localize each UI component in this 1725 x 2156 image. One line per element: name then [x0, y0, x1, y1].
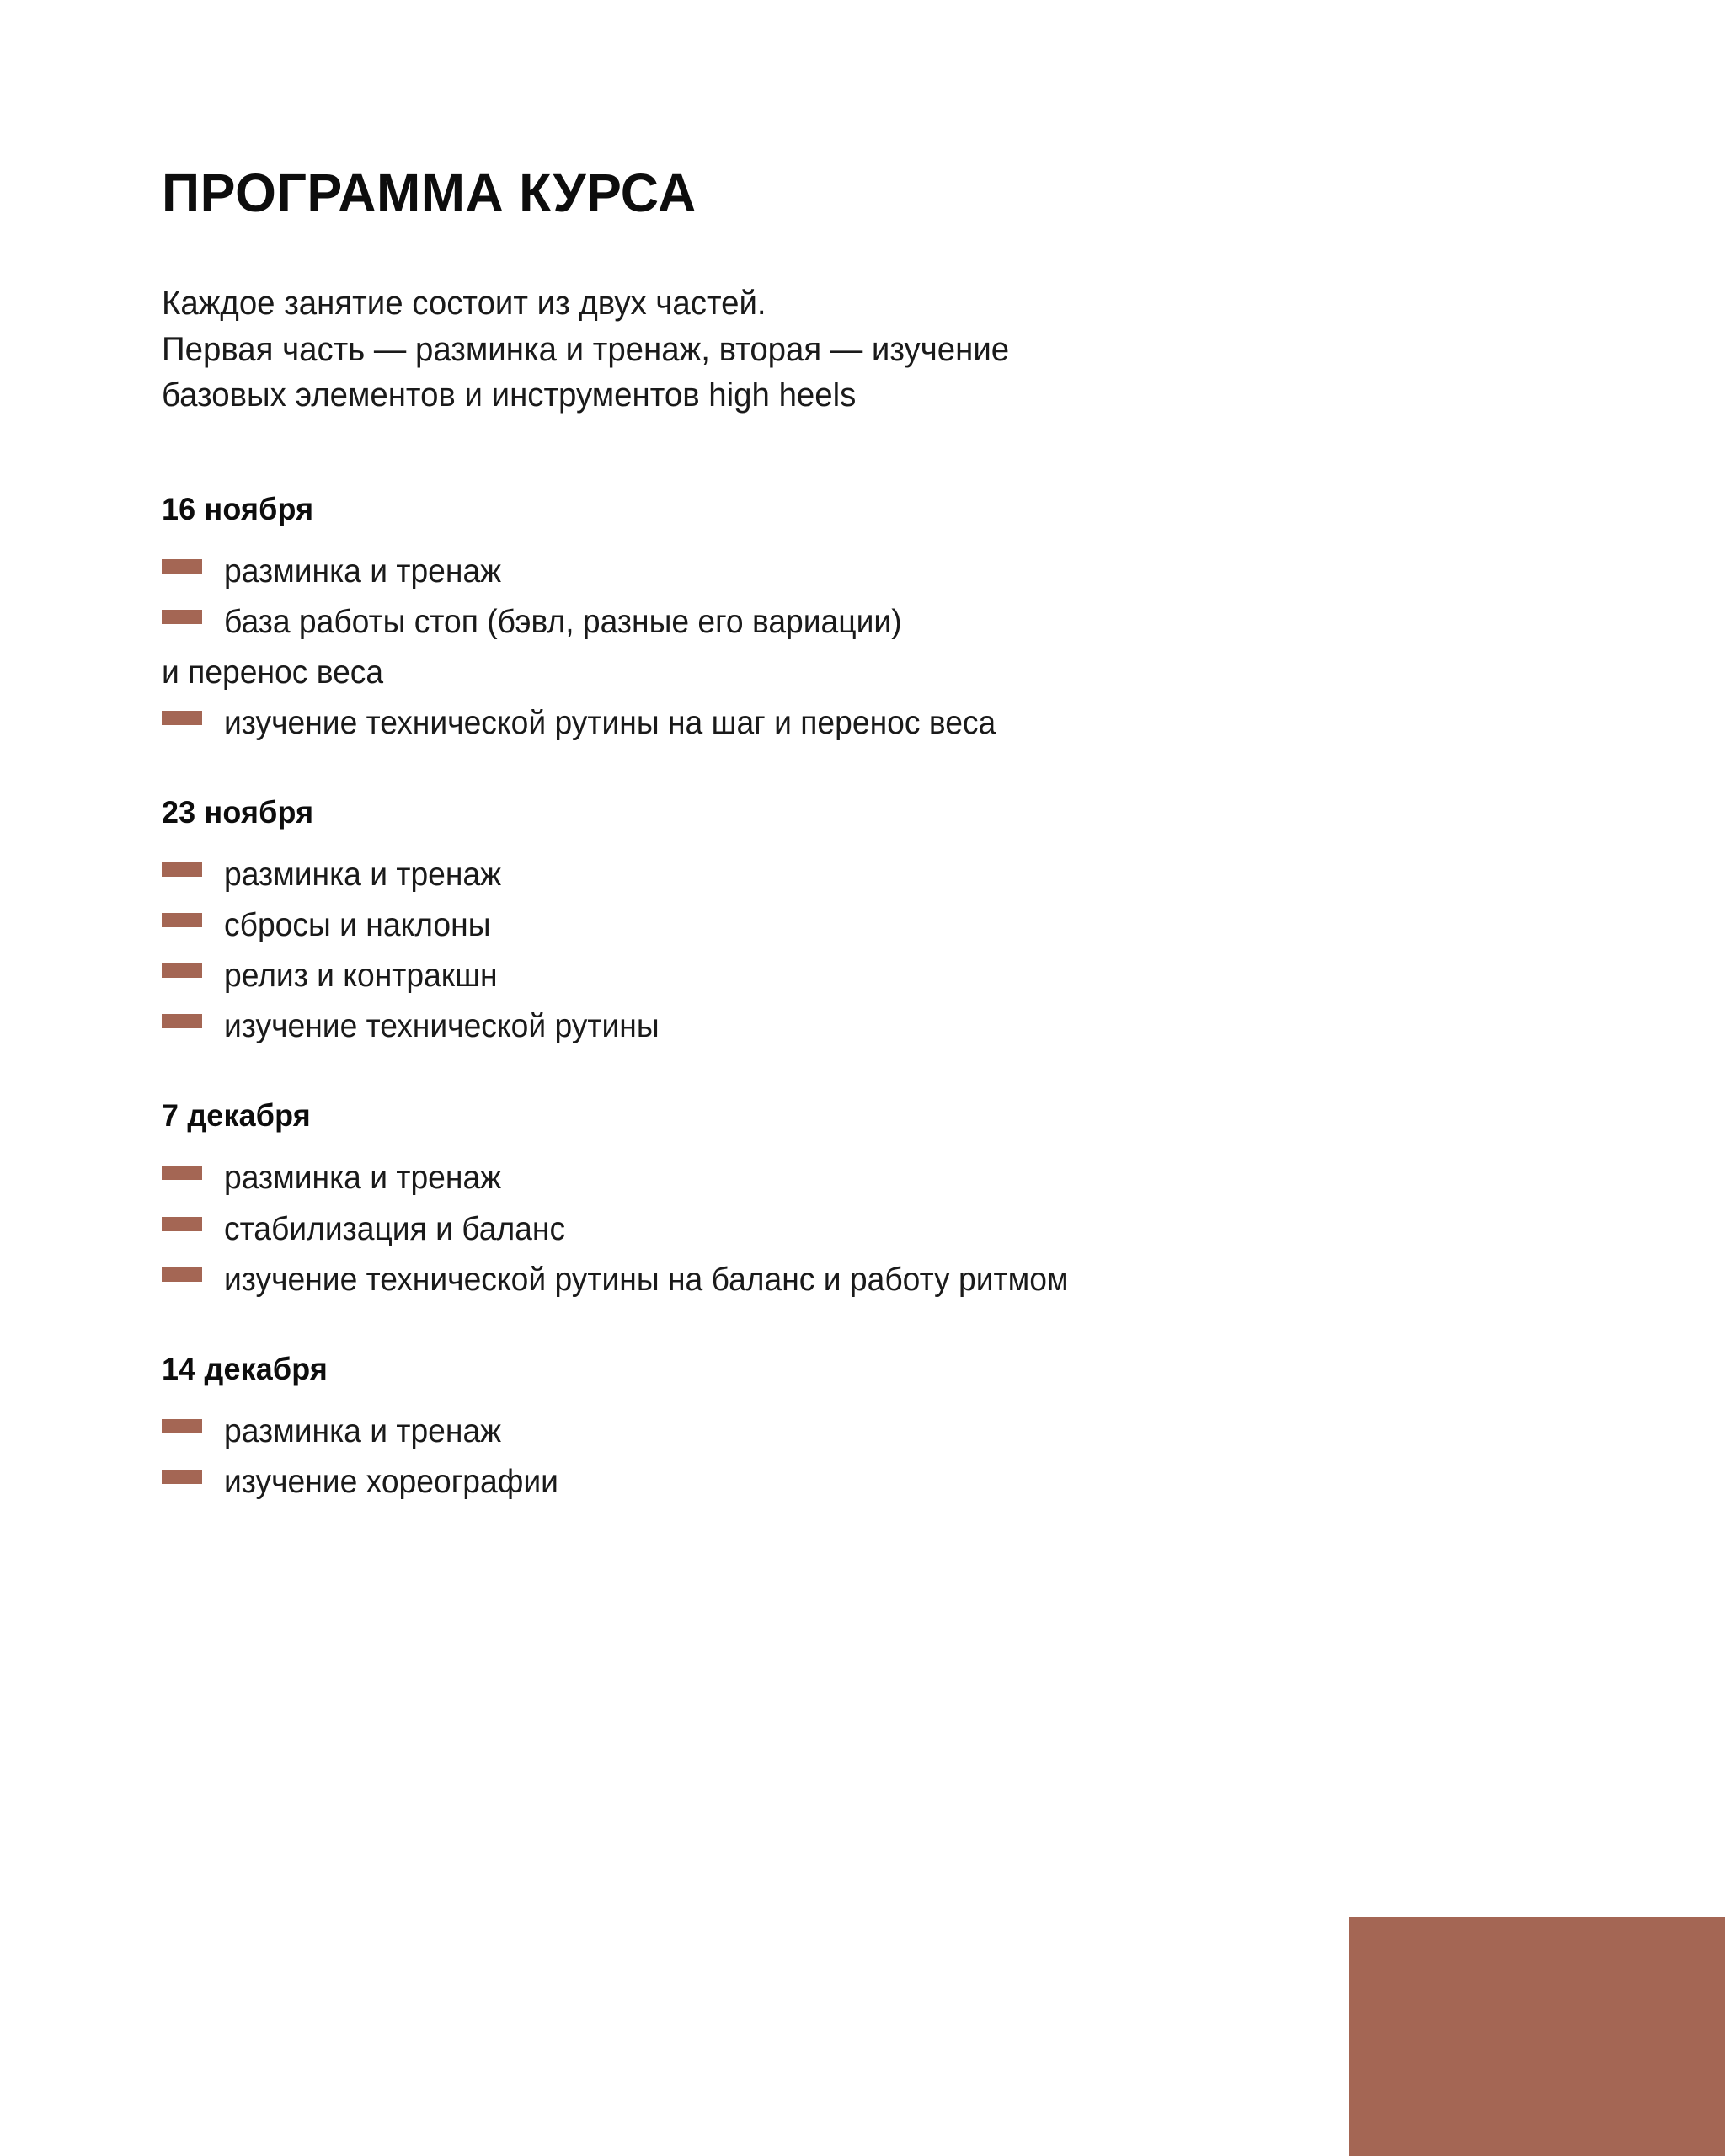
list-item: [162, 906, 1644, 945]
dash-bullet-icon: [162, 1014, 202, 1028]
intro-paragraph: [162, 280, 1585, 418]
list-item: [162, 552, 1644, 591]
dash-bullet-icon: [162, 862, 202, 877]
list-item: [162, 1210, 1644, 1249]
dash-bullet-icon: [162, 913, 202, 927]
list-item-label: база работы стоп (бэвл, разные его вариации): [224, 604, 902, 641]
dash-bullet-icon: [162, 1166, 202, 1180]
dash-bullet-icon: [162, 711, 202, 725]
list-item-label: изучение хореографии: [224, 1463, 558, 1500]
list-item: [162, 1007, 1644, 1046]
schedule-section-7-december: [162, 1098, 1644, 1299]
list-item: [162, 1261, 1644, 1299]
list-item: [162, 856, 1644, 894]
list-item-label: разминка и тренаж: [224, 1160, 502, 1197]
list-item: [162, 1159, 1644, 1198]
dash-bullet-icon: [162, 1470, 202, 1484]
list-item: [162, 704, 1644, 743]
list-item-continuation: [162, 654, 1644, 692]
section-bullet-list: [162, 1412, 1644, 1502]
list-item-label: разминка и тренаж: [224, 553, 502, 590]
list-item-label: релиз и контракшн: [224, 958, 498, 995]
dash-bullet-icon: [162, 559, 202, 574]
list-item-continuation-label: и перенос веса: [162, 654, 384, 691]
list-item-label: изучение технической рутины на шаг и перенос веса: [224, 705, 996, 742]
intro-line-3: базовых элементов и инструментов high heels: [162, 376, 857, 414]
list-item-label: изучение технической рутины: [224, 1008, 660, 1045]
section-bullet-list: [162, 856, 1644, 1046]
section-bullet-list: [162, 1159, 1644, 1299]
list-item-label: стабилизация и баланс: [224, 1210, 566, 1247]
intro-line-2: Первая часть — разминка и тренаж, вторая — изучение: [162, 330, 1010, 368]
intro-line-1: Каждое занятие состоит из двух частей.: [162, 285, 766, 323]
section-date-heading: 14 декабря: [162, 1351, 328, 1386]
schedule-section-14-december: [162, 1352, 1644, 1502]
list-item-label: изучение технической рутины на баланс и работу ритмом: [224, 1261, 1069, 1298]
list-item-label: сбросы и наклоны: [224, 907, 491, 944]
list-item: [162, 1412, 1644, 1451]
section-bullet-list: [162, 552, 1644, 743]
section-date-heading: 16 ноября: [162, 492, 314, 527]
list-item: [162, 603, 1644, 642]
page-title: ПРОГРАММА КУРСА: [162, 163, 697, 223]
dash-bullet-icon: [162, 1419, 202, 1433]
list-item: [162, 957, 1644, 995]
content-column: [162, 165, 1644, 1502]
section-date-heading: 23 ноября: [162, 795, 314, 830]
dash-bullet-icon: [162, 610, 202, 624]
section-date-heading: 7 декабря: [162, 1098, 311, 1134]
dash-bullet-icon: [162, 1267, 202, 1282]
schedule-section-16-november: [162, 492, 1644, 743]
dash-bullet-icon: [162, 1217, 202, 1231]
schedule-section-23-november: [162, 795, 1644, 1046]
dash-bullet-icon: [162, 963, 202, 978]
brown-corner-block: [1349, 1917, 1725, 2156]
list-item-label: разминка и тренаж: [224, 857, 502, 894]
list-item-label: разминка и тренаж: [224, 1412, 502, 1449]
list-item: [162, 1463, 1644, 1502]
